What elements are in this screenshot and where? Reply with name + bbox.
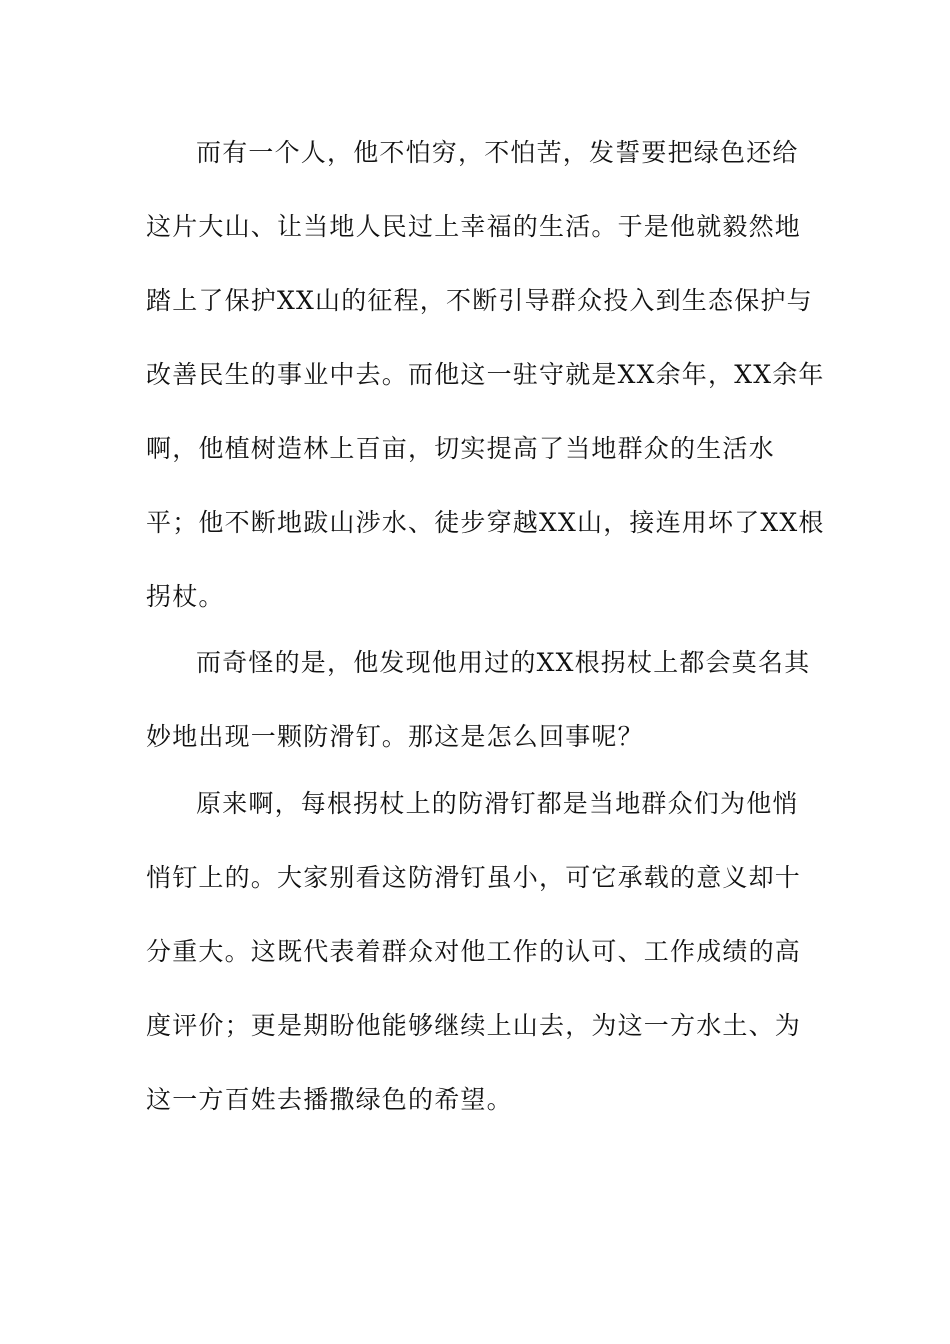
paragraph-1-line-4: 改善民生的事业中去。而他这一驻守就是XX余年，XX余年 [146,360,825,389]
paragraph-2-line-1: 而奇怪的是，他发现他用过的XX根拐杖上都会莫名其 [196,648,811,677]
paragraph-2-line-2: 妙地出现一颗防滑钉。那这是怎么回事呢？ [146,722,644,751]
paragraph-3-line-1: 原来啊，每根拐杖上的防滑钉都是当地群众们为他悄 [196,789,799,818]
paragraph-1-line-1: 而有一个人，他不怕穷，不怕苦，发誓要把绿色还给 [196,138,799,167]
paragraph-3-line-4: 度评价；更是期盼他能够继续上山去，为这一方水土、为 [146,1011,802,1040]
paragraph-3-line-5: 这一方百姓去播撒绿色的希望。 [146,1085,513,1114]
paragraph-1-line-7: 拐杖。 [146,582,225,611]
paragraph-1-line-5: 啊，他植树造林上百亩，切实提高了当地群众的生活水 [146,434,775,463]
paragraph-1-line-3: 踏上了保护XX山的征程，不断引导群众投入到生态保护与 [146,286,813,315]
paragraph-3-line-2: 悄钉上的。大家别看这防滑钉虽小，可它承载的意义却十 [146,863,802,892]
paragraph-3-line-3: 分重大。这既代表着群众对他工作的认可、工作成绩的高 [146,937,802,966]
paragraph-1-line-6: 平；他不断地跋山涉水、徒步穿越XX山，接连用坏了XX根 [146,508,825,537]
paragraph-1-line-2: 这片大山、让当地人民过上幸福的生活。于是他就毅然地 [146,212,802,241]
